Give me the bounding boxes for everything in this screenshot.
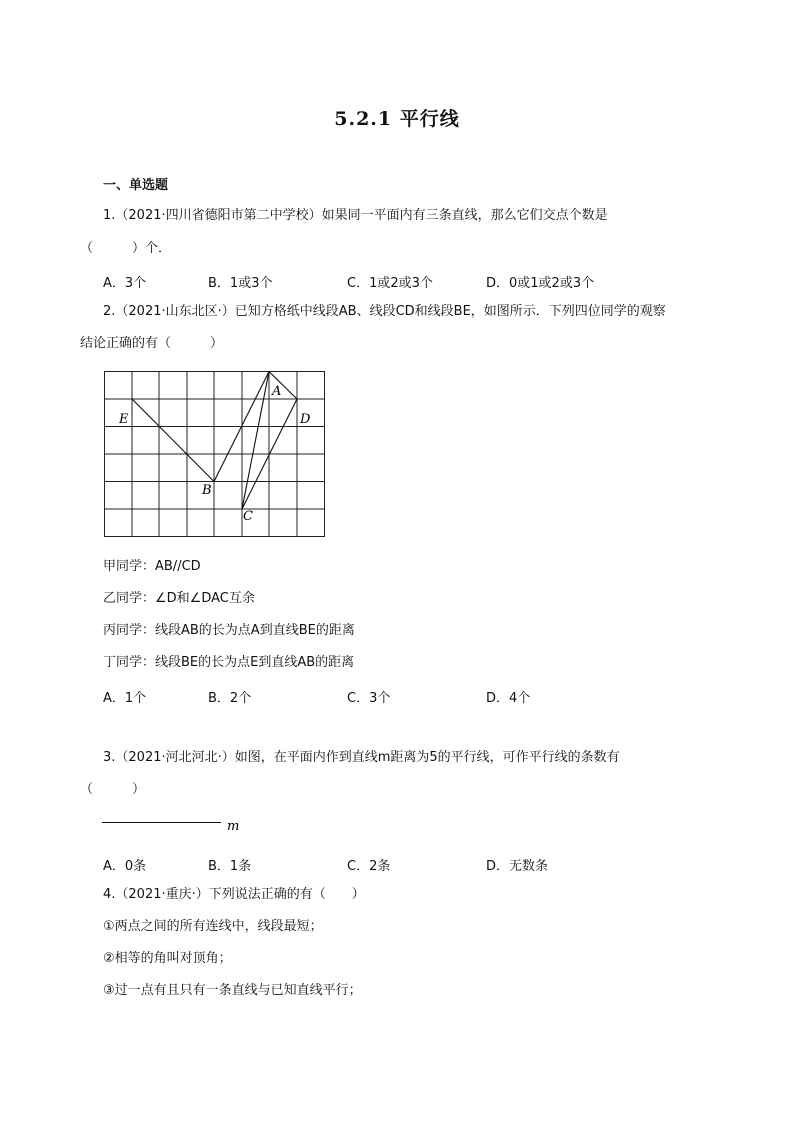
q1-text-line1: 1.（2021·四川省德阳市第二中学校）如果同一平面内有三条直线，那么它们交点个数是 xyxy=(103,208,608,223)
q2-statement-3: 丙同学：线段AB的长为点A到直线BE的距离 xyxy=(103,623,355,638)
q2-option-a: A．1个 xyxy=(103,691,147,706)
grid-figure xyxy=(100,368,332,540)
q2-option-c: C．3个 xyxy=(347,691,391,706)
q2-statement-4: 丁同学：线段BE的长为点E到直线AB的距离 xyxy=(103,655,355,670)
q2-option-b: B．2个 xyxy=(208,691,252,706)
q3-option-b: B．1条 xyxy=(208,859,252,874)
point-label-e: E xyxy=(119,412,129,427)
point-label-b: B xyxy=(202,483,212,498)
q4-item-1: ①两点之间的所有连线中，线段最短； xyxy=(103,919,323,934)
segment-ac xyxy=(242,372,269,510)
q2-statement-1: 甲同学：AB//CD xyxy=(103,559,201,574)
q2-option-d: D．4个 xyxy=(486,691,531,706)
q3-option-c: C．2条 xyxy=(347,859,391,874)
page-title: 5.2.1 平行线 xyxy=(334,108,460,130)
line-m-figure xyxy=(100,812,250,834)
q4-text-line1: 4.（2021·重庆·）下列说法正确的有（ ） xyxy=(103,887,365,902)
q3-option-a: A．0条 xyxy=(103,859,147,874)
point-label-d: D xyxy=(300,412,311,427)
q1-option-d: D．0或1或2或3个 xyxy=(486,276,595,291)
grid-lines xyxy=(105,372,325,537)
q1-option-b: B．1或3个 xyxy=(208,276,273,291)
line-label-m: m xyxy=(227,819,240,834)
q2-text-line2: 结论正确的有（ ） xyxy=(80,336,224,351)
point-label-c: C xyxy=(243,509,253,524)
q4-item-2: ②相等的角叫对顶角； xyxy=(103,951,232,966)
q3-text-line1: 3.（2021·河北河北·）如图，在平面内作到直线m距离为5的平行线，可作平行线的条数有 xyxy=(103,750,620,765)
q3-option-d: D．无数条 xyxy=(486,859,549,874)
q2-text-line1: 2.（2021·山东北区·）已知方格纸中线段AB、线段CD和线段BE，如图所示．下列四位同学的观察 xyxy=(103,304,666,319)
q4-item-3: ③过一点有且只有一条直线与已知直线平行； xyxy=(103,983,362,998)
q1-option-c: C．1或2或3个 xyxy=(347,276,433,291)
q1-option-a: A．3个 xyxy=(103,276,147,291)
q2-statement-2: 乙同学：∠D和∠DAC互余 xyxy=(103,591,255,606)
section-heading: 一、单选题 xyxy=(103,178,169,193)
segment-eb xyxy=(132,399,214,482)
q1-text-line2: （ ）个． xyxy=(80,241,172,256)
q3-text-line2: （ ） xyxy=(80,782,146,797)
point-label-a: A xyxy=(272,384,282,399)
